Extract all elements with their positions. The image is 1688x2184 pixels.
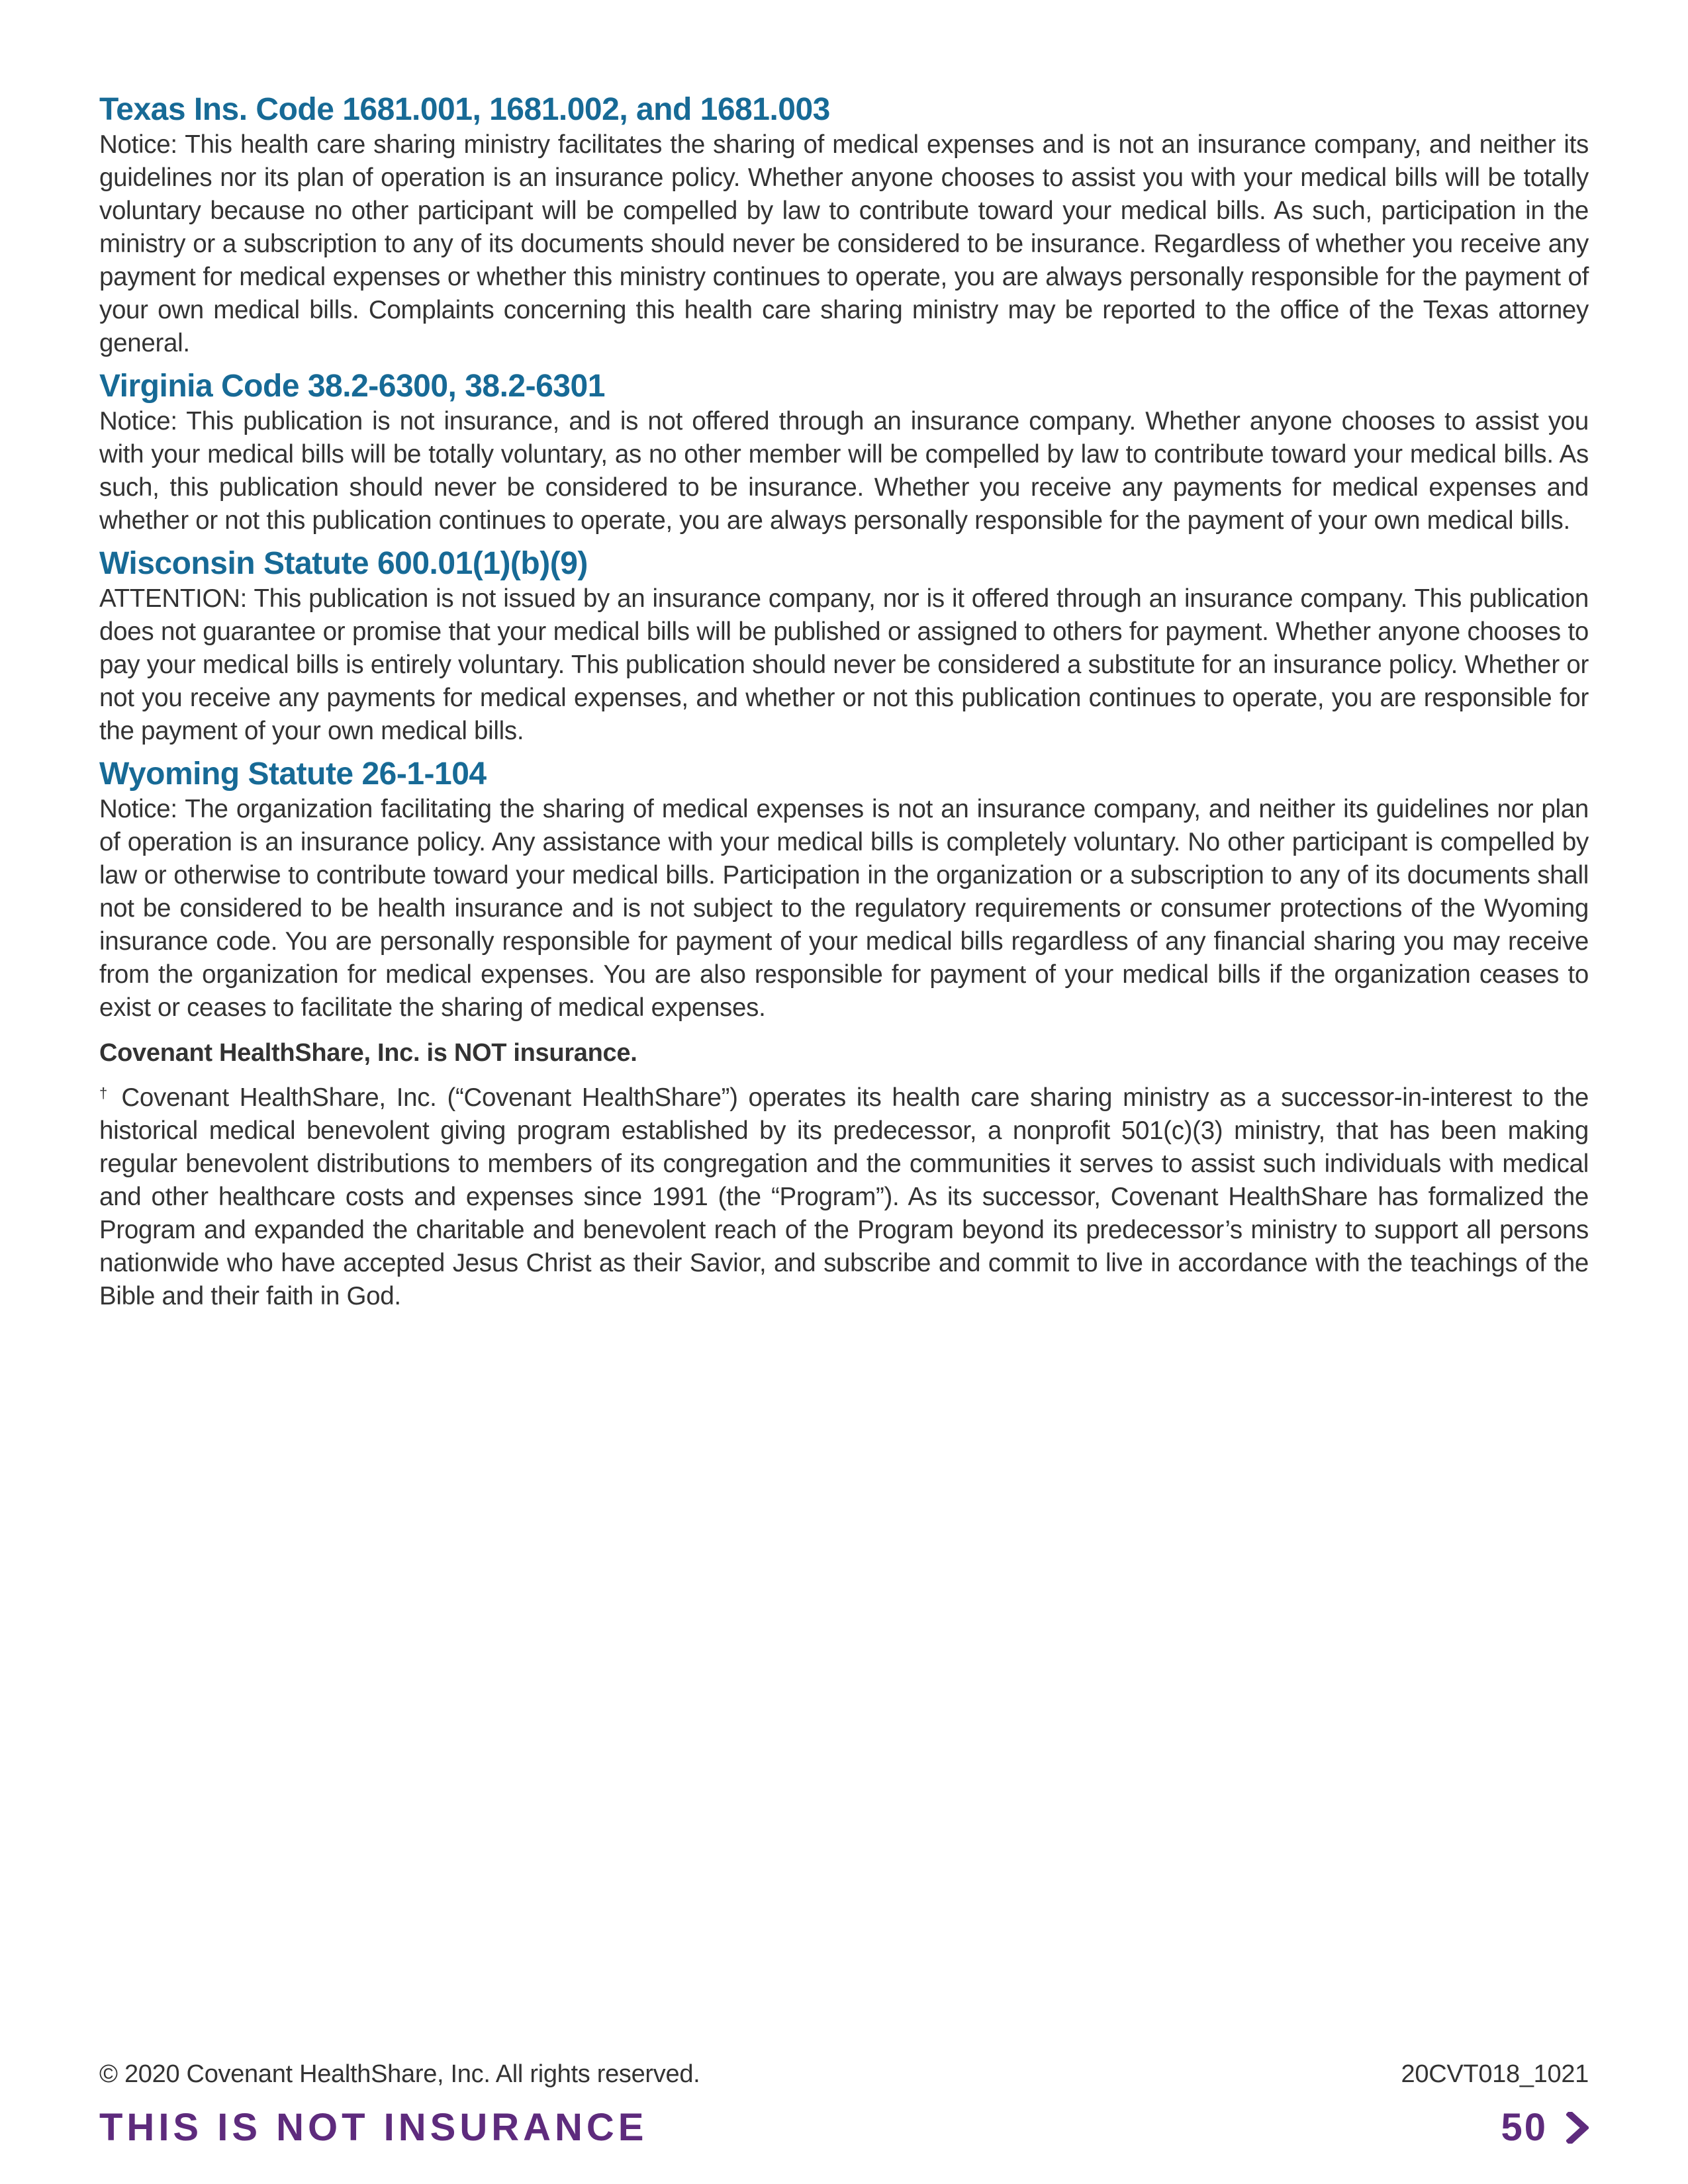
footnote-text: Covenant HealthShare, Inc. (“Covenant HealthShare”) operates its health care sharing ministry as a successor-in-interest to the historical medical benevolent giving program established by its predecessor, a nonprofit 501(c)(3) ministry, that has been making regular benevolent distributions to members of its congregation and the communities it serves to assist such individuals with medical and other healthcare costs and expenses since 1991 (the “Program”). As its successor, Covenant HealthShare has formalized the Program and expanded the charitable and benevolent reach of the Program beyond its predecessor’s ministry to support all persons nationwide who have accepted Jesus Christ as their Savior, and subscribe and commit to live in accordance with the teachings of the Bible and their faith in God. <box>99 1083 1589 1310</box>
document-code: 20CVT018_1021 <box>1401 2060 1589 2088</box>
page-number: 50 <box>1501 2106 1548 2149</box>
section-heading: Texas Ins. Code 1681.001, 1681.002, and 1681.003 <box>99 92 830 127</box>
page-navigation[interactable] <box>1501 2105 1589 2151</box>
wyoming-section <box>99 757 1589 1024</box>
texas-section <box>99 93 1589 360</box>
footer-banner <box>99 2105 1589 2151</box>
wisconsin-section <box>99 547 1589 748</box>
not-insurance-disclaimer: Covenant HealthShare, Inc. is NOT insurance. <box>99 1039 637 1067</box>
section-body: ATTENTION: This publication is not issued by an insurance company, nor is it offered through an insurance company. This publication does not guarantee or promise that your medical bills will be published or assigned to others for payment. Whether anyone chooses to pay your medical bills is entirely voluntary. This publication should never be considered a substitute for an insurance policy. Whether or not you receive any payments for medical expenses, and whether or not this publication continues to operate, you are responsible for the payment of your own medical bills. <box>99 584 1589 745</box>
footnote-marker: † <box>99 1085 111 1101</box>
copyright-text: © 2020 Covenant HealthShare, Inc. All rights reserved. <box>99 2060 700 2088</box>
section-heading: Virginia Code 38.2-6300, 38.2-6301 <box>99 369 605 404</box>
section-body: Notice: The organization facilitating the sharing of medical expenses is not an insurance company, and neither its guidelines nor plan of operation is an insurance policy. Any assistance with your medical bills is completely voluntary. No other participant is compelled by law or otherwise to contribute toward your medical bills. Participation in the organization or a subscription to any of its documents shall not be considered to be health insurance and is not subject to the regulatory requirements or consumer protections of the Wyoming insurance code. You are personally responsible for payment of your medical bills regardless of any financial sharing you may receive from the organization for medical expenses. You are also responsible for payment of your medical bills if the organization ceases to exist or ceases to facilitate the sharing of medical expenses. <box>99 795 1589 1022</box>
page-footer <box>99 2058 1589 2090</box>
section-heading: Wisconsin Statute 600.01(1)(b)(9) <box>99 546 588 581</box>
not-insurance-tagline: THIS IS NOT INSURANCE <box>99 2106 648 2149</box>
document-content <box>99 93 1589 1313</box>
section-body: Notice: This publication is not insurance, and is not offered through an insurance company. Whether anyone chooses to assist you with your medical bills will be totally voluntary, as no other member will be compelled by law to contribute toward your medical bills. As such, this publication should never be considered to be insurance. Whether you receive any payments for medical expenses and whether or not this publication continues to operate, you are always personally responsible for the payment of your own medical bills. <box>99 407 1589 535</box>
chevron-right-icon[interactable] <box>1566 2112 1589 2144</box>
virginia-section <box>99 369 1589 537</box>
footnote <box>99 1081 1589 1313</box>
section-heading: Wyoming Statute 26-1-104 <box>99 756 487 792</box>
section-body: Notice: This health care sharing ministry facilitates the sharing of medical expenses and is not an insurance company, and neither its guidelines nor its plan of operation is an insurance policy. Whether anyone chooses to assist you with your medical bills will be totally voluntary because no other participant will be compelled by law to contribute toward your medical bills. As such, participation in the ministry or a subscription to any of its documents should never be considered to be insurance. Regardless of whether you receive any payment for medical expenses or whether this ministry continues to operate, you are always personally responsible for the payment of your own medical bills. Complaints concerning this health care sharing ministry may be reported to the office of the Texas attorney general. <box>99 130 1589 357</box>
